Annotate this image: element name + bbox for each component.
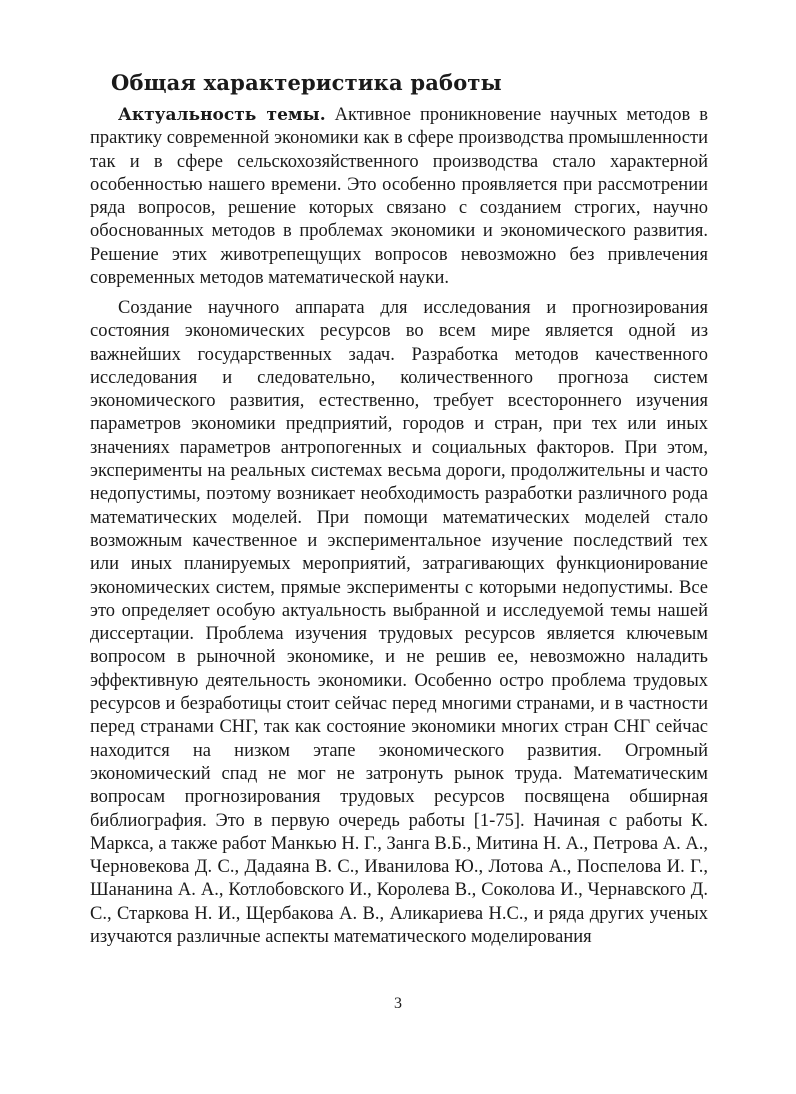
paragraph-text: Активное проникновение научных методов в практику современной экономики как в сфере производства промышленности так и в сфере сельскохозяйственного производства стало характерной особенностью нашего времени. Это особенно проявляется при рассмотрении ряда вопросов, решение которых связано с созданием строгих, научно обоснованных методов в проблемах экономики и экономического развития. Решение этих животрепещущих вопросов невозможно без привлечения современных методов математической науки. <box>90 105 708 289</box>
paragraph-research <box>90 297 708 949</box>
paragraph-text: Создание научного аппарата для исследования и прогнозирования состояния экономических ресурсов во всем мире является одной из важнейших государственных задач. Разработка методов качественного исследования и следовательно, количественного прогноза систем экономического развития, естественно, требует всестороннего изучения параметров экономики предприятий, городов и стран, при тех или иных значениях параметров антропогенных и социальных факторов. При этом, эксперименты на реальных системах весьма дороги, продолжительны и часто недопустимы, поэтому возникает необходимость разработки различного рода математических моделей. При помощи математических моделей стало возможным качественное и экспериментальное изучение последствий тех или иных планируемых мероприятий, затрагивающих функционирование экономических систем, прямые эксперименты с которыми недопустимы. Все это определяет особую актуальность выбранной и исследуемой темы нашей диссертации. Проблема изучения трудовых ресурсов является ключевым вопросом в рыночной экономике, и не решив ее, невозможно наладить эффективную деятельность экономики. Особенно остро проблема трудовых ресурсов и безработицы стоит сейчас перед многими странами, и в частности перед странами СНГ, так как состояние экономики многих стран СНГ сейчас находится на низком этапе экономического развития. Огромный экономический спад не мог не затронуть рынок труда. Математическим вопросам прогнозирования трудовых ресурсов посвящена обширная библиография. Это в первую очередь работы [1-75]. Начиная с работы К. Маркса, а также работ Манкью Н. Г., Занга В.Б., Митина Н. А., Петрова А. А., Черновекова Д. С., Дадаяна В. С., Иванилова Ю., Лотова А., Поспелова И. Г., Шананина А. А., Котлобовского И., Королева В., Соколова И., Чернавского Д. С., Старкова Н. И., Щербакова А. В., Аликариева Н.С., и ряда других ученых изучаются различные аспекты математического моделирования <box>90 298 708 948</box>
page-number: 3 <box>394 995 402 1012</box>
paragraph-relevance <box>90 104 708 290</box>
section-title: Общая характеристика работы <box>111 70 502 95</box>
paragraph-lead: Актуальность темы. <box>118 105 326 125</box>
